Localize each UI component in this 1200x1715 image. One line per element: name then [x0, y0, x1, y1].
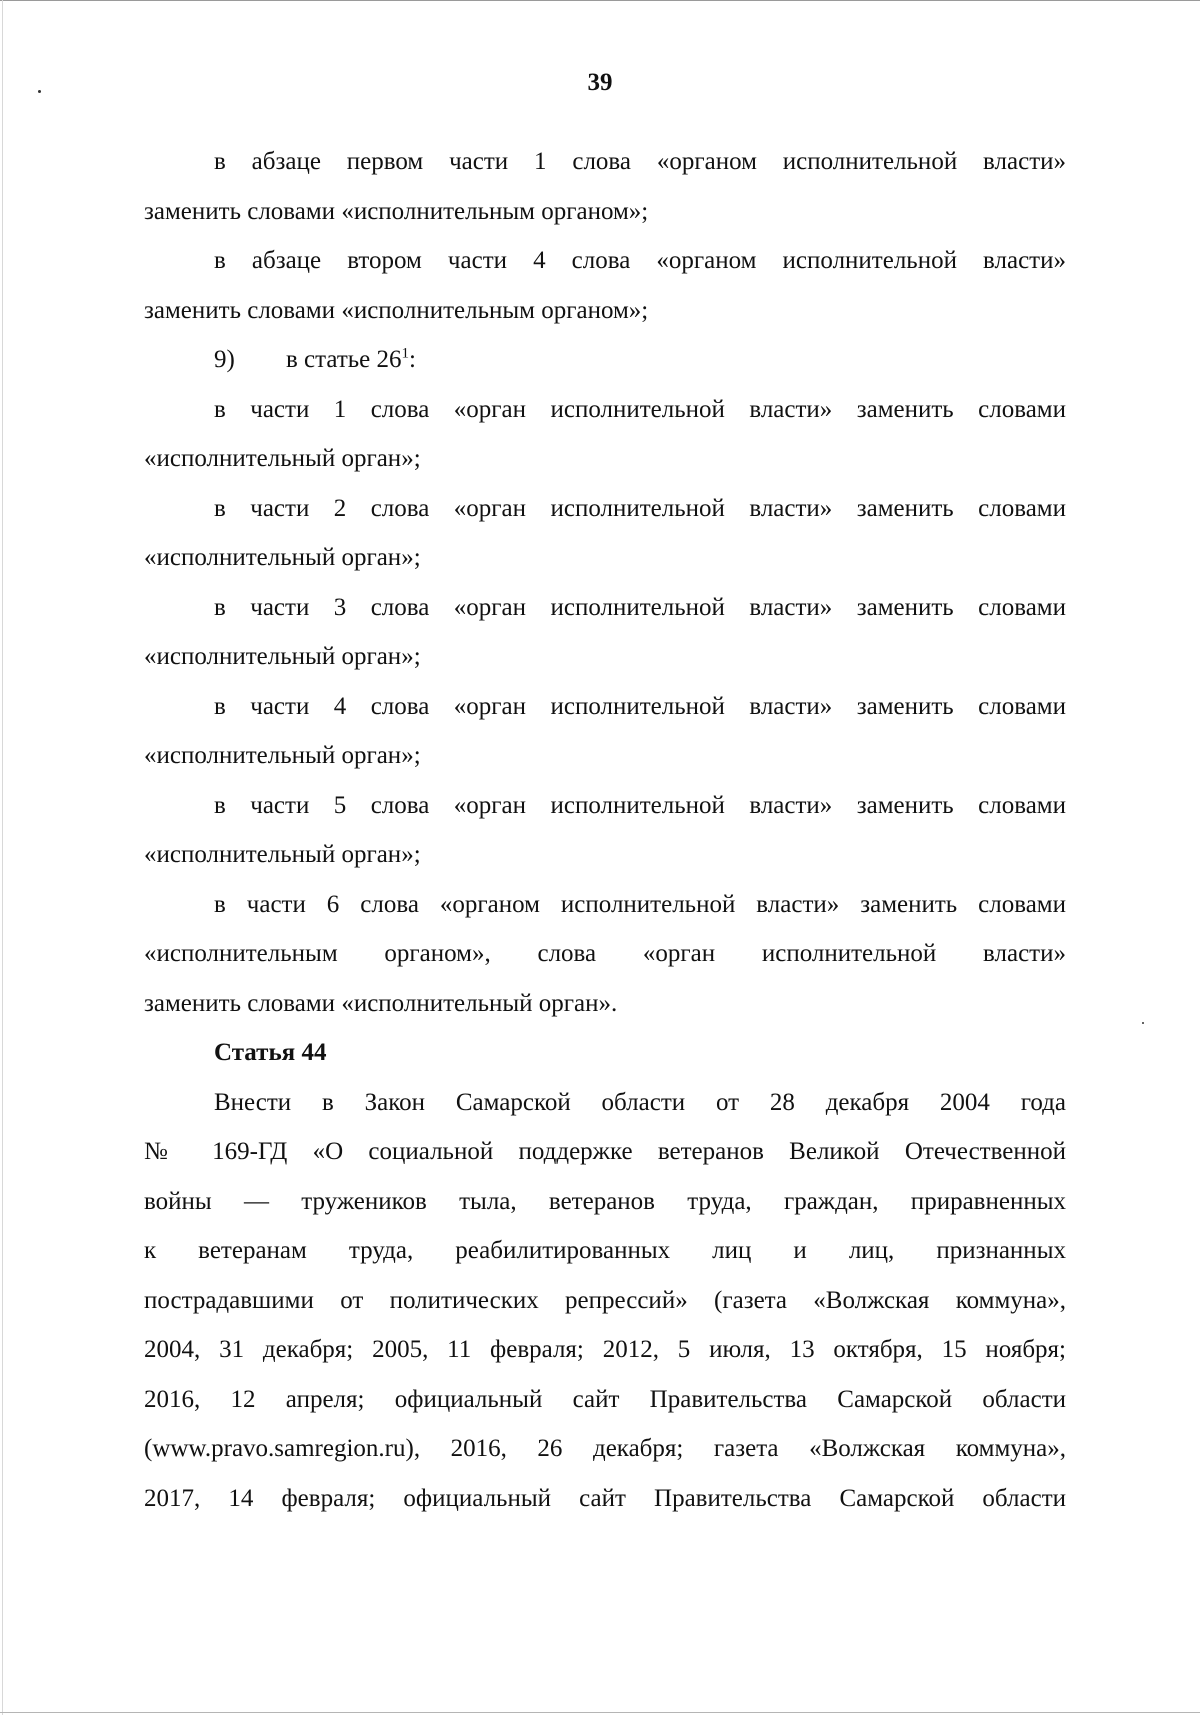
text-line: Внести в Закон Самарской области от 28 декабря 2004 года — [214, 1088, 1066, 1116]
text-line: (www.pravo.samregion.ru), 2016, 26 декабря; газета «Волжская коммуна», — [144, 1435, 1066, 1462]
scan-edge-left — [2, 0, 3, 1715]
text-line: № 169-ГД «О социальной поддержке ветеранов Великой Отечественной — [144, 1138, 1066, 1165]
text-line: в части 4 слова «орган исполнительной власти» заменить словами — [214, 692, 1066, 720]
list-item-text: в статье 26 — [286, 346, 402, 373]
text-line: в части 6 слова «органом исполнительной власти» заменить словами — [214, 890, 1066, 918]
text-line: заменить словами «исполнительным органом»; — [144, 296, 649, 324]
text-line: «исполнительный орган»; — [144, 643, 421, 670]
list-item-9 — [144, 335, 1066, 385]
text-line: «исполнительный орган»; — [144, 445, 421, 472]
scan-edge-top — [0, 0, 1200, 1]
document-body — [144, 137, 1066, 1523]
text-line: в абзаце втором части 4 слова «органом исполнительной власти» — [214, 247, 1066, 274]
text-line: «исполнительный орган»; — [144, 544, 421, 571]
text-line: в части 3 слова «орган исполнительной власти» заменить словами — [214, 593, 1066, 621]
page-number: 39 — [587, 69, 613, 96]
text-line: заменить словами «исполнительный орган». — [144, 989, 618, 1017]
text-line: 2016, 12 апреля; официальный сайт Правительства Самарской области — [144, 1385, 1066, 1413]
text-line: 2017, 14 февраля; официальный сайт Правительства Самарской области — [144, 1484, 1066, 1512]
scan-speck — [1142, 1022, 1144, 1024]
text-line: в части 5 слова «орган исполнительной власти» заменить словами — [214, 791, 1066, 819]
text-line: 2004, 31 декабря; 2005, 11 февраля; 2012, 5 июля, 13 октября, 15 ноября; — [144, 1336, 1066, 1363]
text-line: заменить словами «исполнительным органом»; — [144, 197, 649, 225]
text-line: пострадавшими от политических репрессий» (газета «Волжская коммуна», — [144, 1286, 1066, 1314]
text-line: «исполнительный орган»; — [144, 742, 421, 769]
text-line: войны — тружеников тыла, ветеранов труда, граждан, приравненных — [144, 1187, 1066, 1215]
article-heading: Статья 44 — [214, 1039, 327, 1066]
article-superscript: 1 — [401, 345, 410, 362]
text-line: «исполнительный орган»; — [144, 841, 421, 868]
list-item-colon: : — [409, 346, 416, 373]
scan-edge-bottom — [0, 1712, 1200, 1713]
text-line: в части 1 слова «орган исполнительной власти» заменить словами — [214, 395, 1066, 423]
list-item-number: 9) — [214, 346, 235, 373]
text-line: в части 2 слова «орган исполнительной власти» заменить словами — [214, 494, 1066, 522]
text-line: «исполнительным органом», слова «орган исполнительной власти» — [144, 940, 1066, 967]
text-line: к ветеранам труда, реабилитированных лиц и лиц, признанных — [144, 1237, 1066, 1264]
text-line: в абзаце первом части 1 слова «органом исполнительной власти» — [214, 148, 1066, 175]
